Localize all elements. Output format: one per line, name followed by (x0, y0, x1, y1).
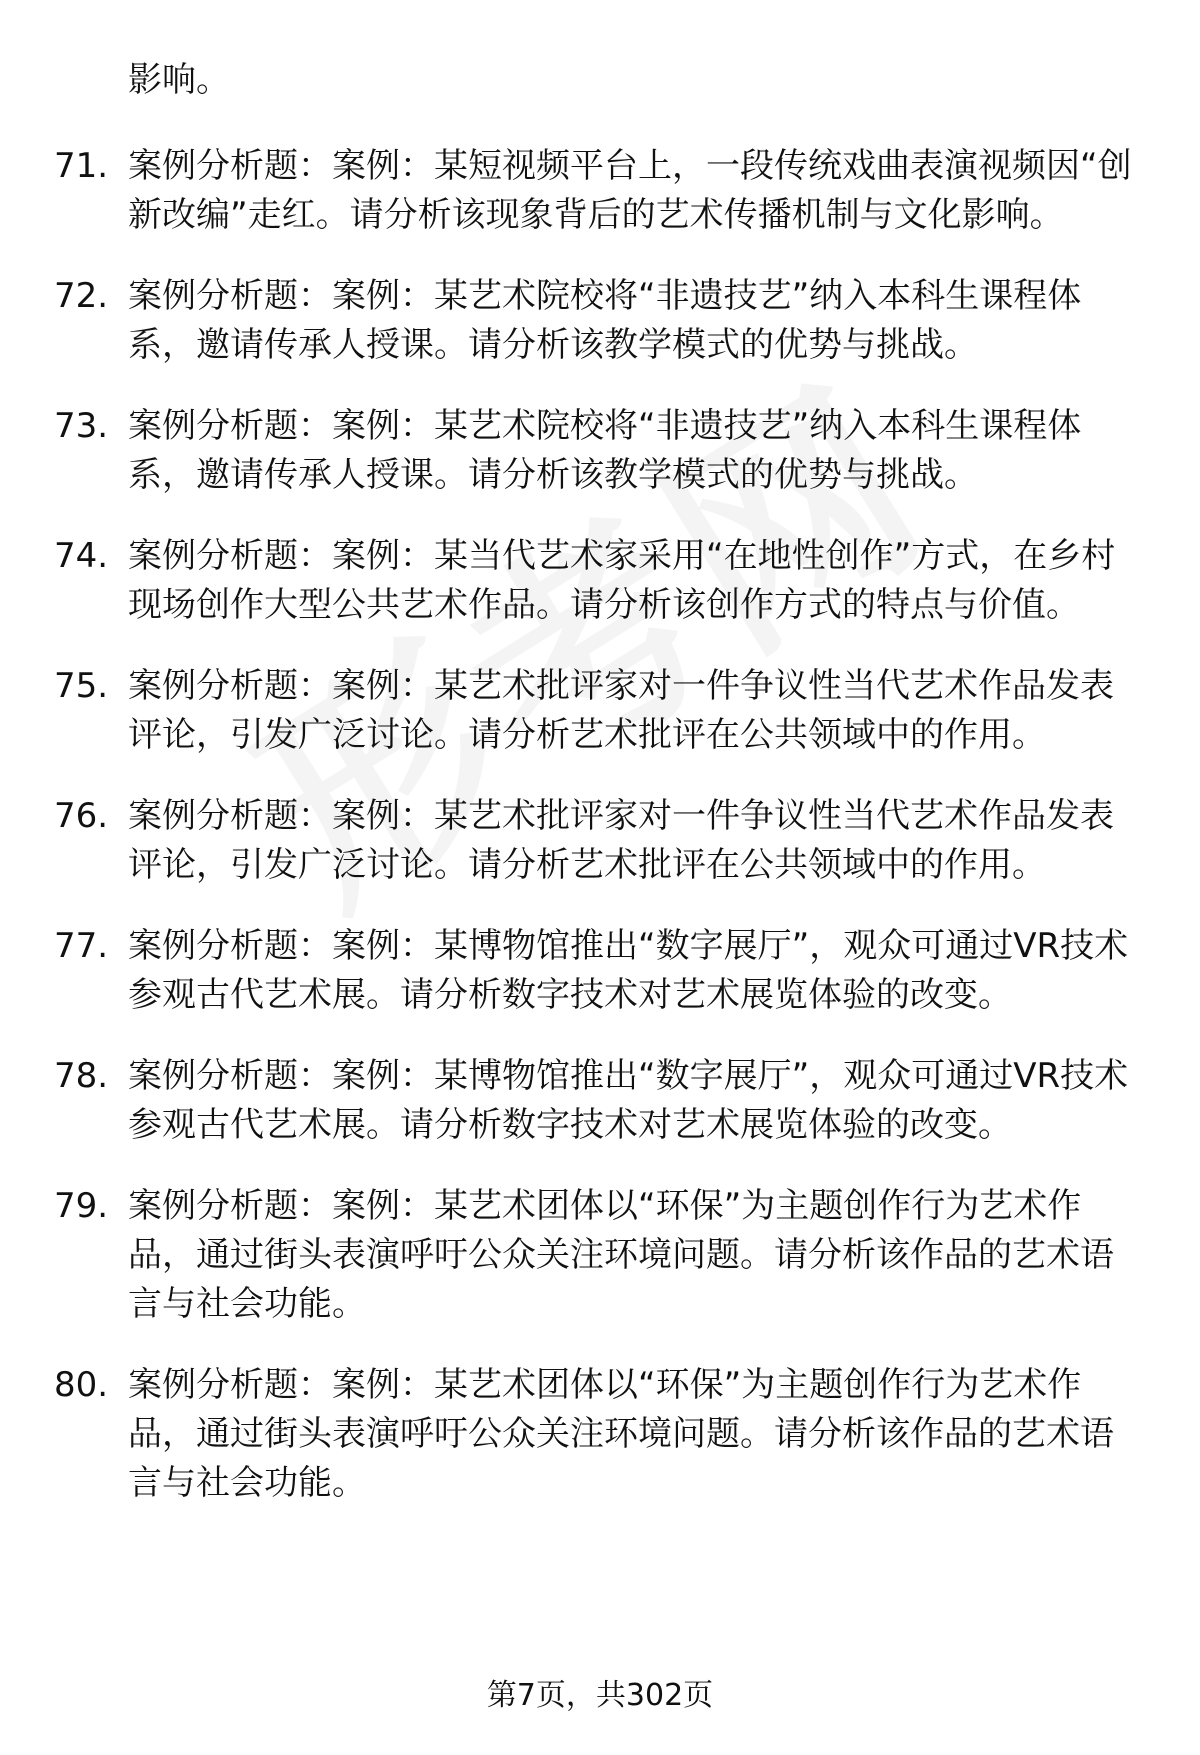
question-text: 案例分析题：案例：某艺术批评家对一件争议性当代艺术作品发表评论，引发广泛讨论。请分析艺术批评在公共领域中的作用。 (128, 796, 1114, 885)
question-number: 71. (54, 146, 109, 186)
question-number: 73. (54, 406, 109, 446)
question-number: 77. (54, 926, 109, 966)
question-number: 72. (54, 276, 109, 316)
question-text: 案例分析题：案例：某博物馆推出“数字展厅”，观众可通过VR技术参观古代艺术展。请分析数字技术对艺术展览体验的改变。 (128, 1056, 1129, 1145)
question-list (0, 142, 1200, 1540)
question-number: 75. (54, 666, 109, 706)
question-item-74 (0, 532, 1200, 630)
page-footer (0, 1676, 1200, 1716)
continuation-text: 影响。 (128, 60, 230, 100)
question-text: 案例分析题：案例：某短视频平台上，一段传统戏曲表演视频因“创新改编”走红。请分析该现象背后的艺术传播机制与文化影响。 (128, 146, 1132, 235)
question-text: 案例分析题：案例：某当代艺术家采用“在地性创作”方式，在乡村现场创作大型公共艺术作品。请分析该创作方式的特点与价值。 (128, 536, 1116, 625)
question-item-76 (0, 792, 1200, 890)
question-number: 80. (54, 1365, 109, 1405)
question-text: 案例分析题：案例：某博物馆推出“数字展厅”，观众可通过VR技术参观古代艺术展。请分析数字技术对艺术展览体验的改变。 (128, 926, 1129, 1015)
question-item-73 (0, 402, 1200, 500)
question-text: 案例分析题：案例：某艺术批评家对一件争议性当代艺术作品发表评论，引发广泛讨论。请分析艺术批评在公共领域中的作用。 (128, 666, 1114, 755)
question-item-80 (0, 1361, 1200, 1508)
question-number: 78. (54, 1056, 109, 1096)
question-item-78 (0, 1052, 1200, 1150)
question-item-71 (0, 142, 1200, 240)
question-item-72 (0, 272, 1200, 370)
question-text: 案例分析题：案例：某艺术团体以“环保”为主题创作行为艺术作品，通过街头表演呼吁公众关注环境问题。请分析该作品的艺术语言与社会功能。 (128, 1365, 1114, 1503)
question-text: 案例分析题：案例：某艺术团体以“环保”为主题创作行为艺术作品，通过街头表演呼吁公众关注环境问题。请分析该作品的艺术语言与社会功能。 (128, 1186, 1114, 1324)
question-number: 76. (54, 796, 109, 836)
question-number: 79. (54, 1186, 109, 1226)
question-item-77 (0, 922, 1200, 1020)
question-text: 案例分析题：案例：某艺术院校将“非遗技艺”纳入本科生课程体系，邀请传承人授课。请分析该教学模式的优势与挑战。 (128, 406, 1082, 495)
question-text: 案例分析题：案例：某艺术院校将“非遗技艺”纳入本科生课程体系，邀请传承人授课。请分析该教学模式的优势与挑战。 (128, 276, 1082, 365)
page-number-label: 第7页，共302页 (486, 1678, 714, 1713)
question-item-79 (0, 1182, 1200, 1329)
question-number: 74. (54, 536, 109, 576)
question-item-75 (0, 662, 1200, 760)
